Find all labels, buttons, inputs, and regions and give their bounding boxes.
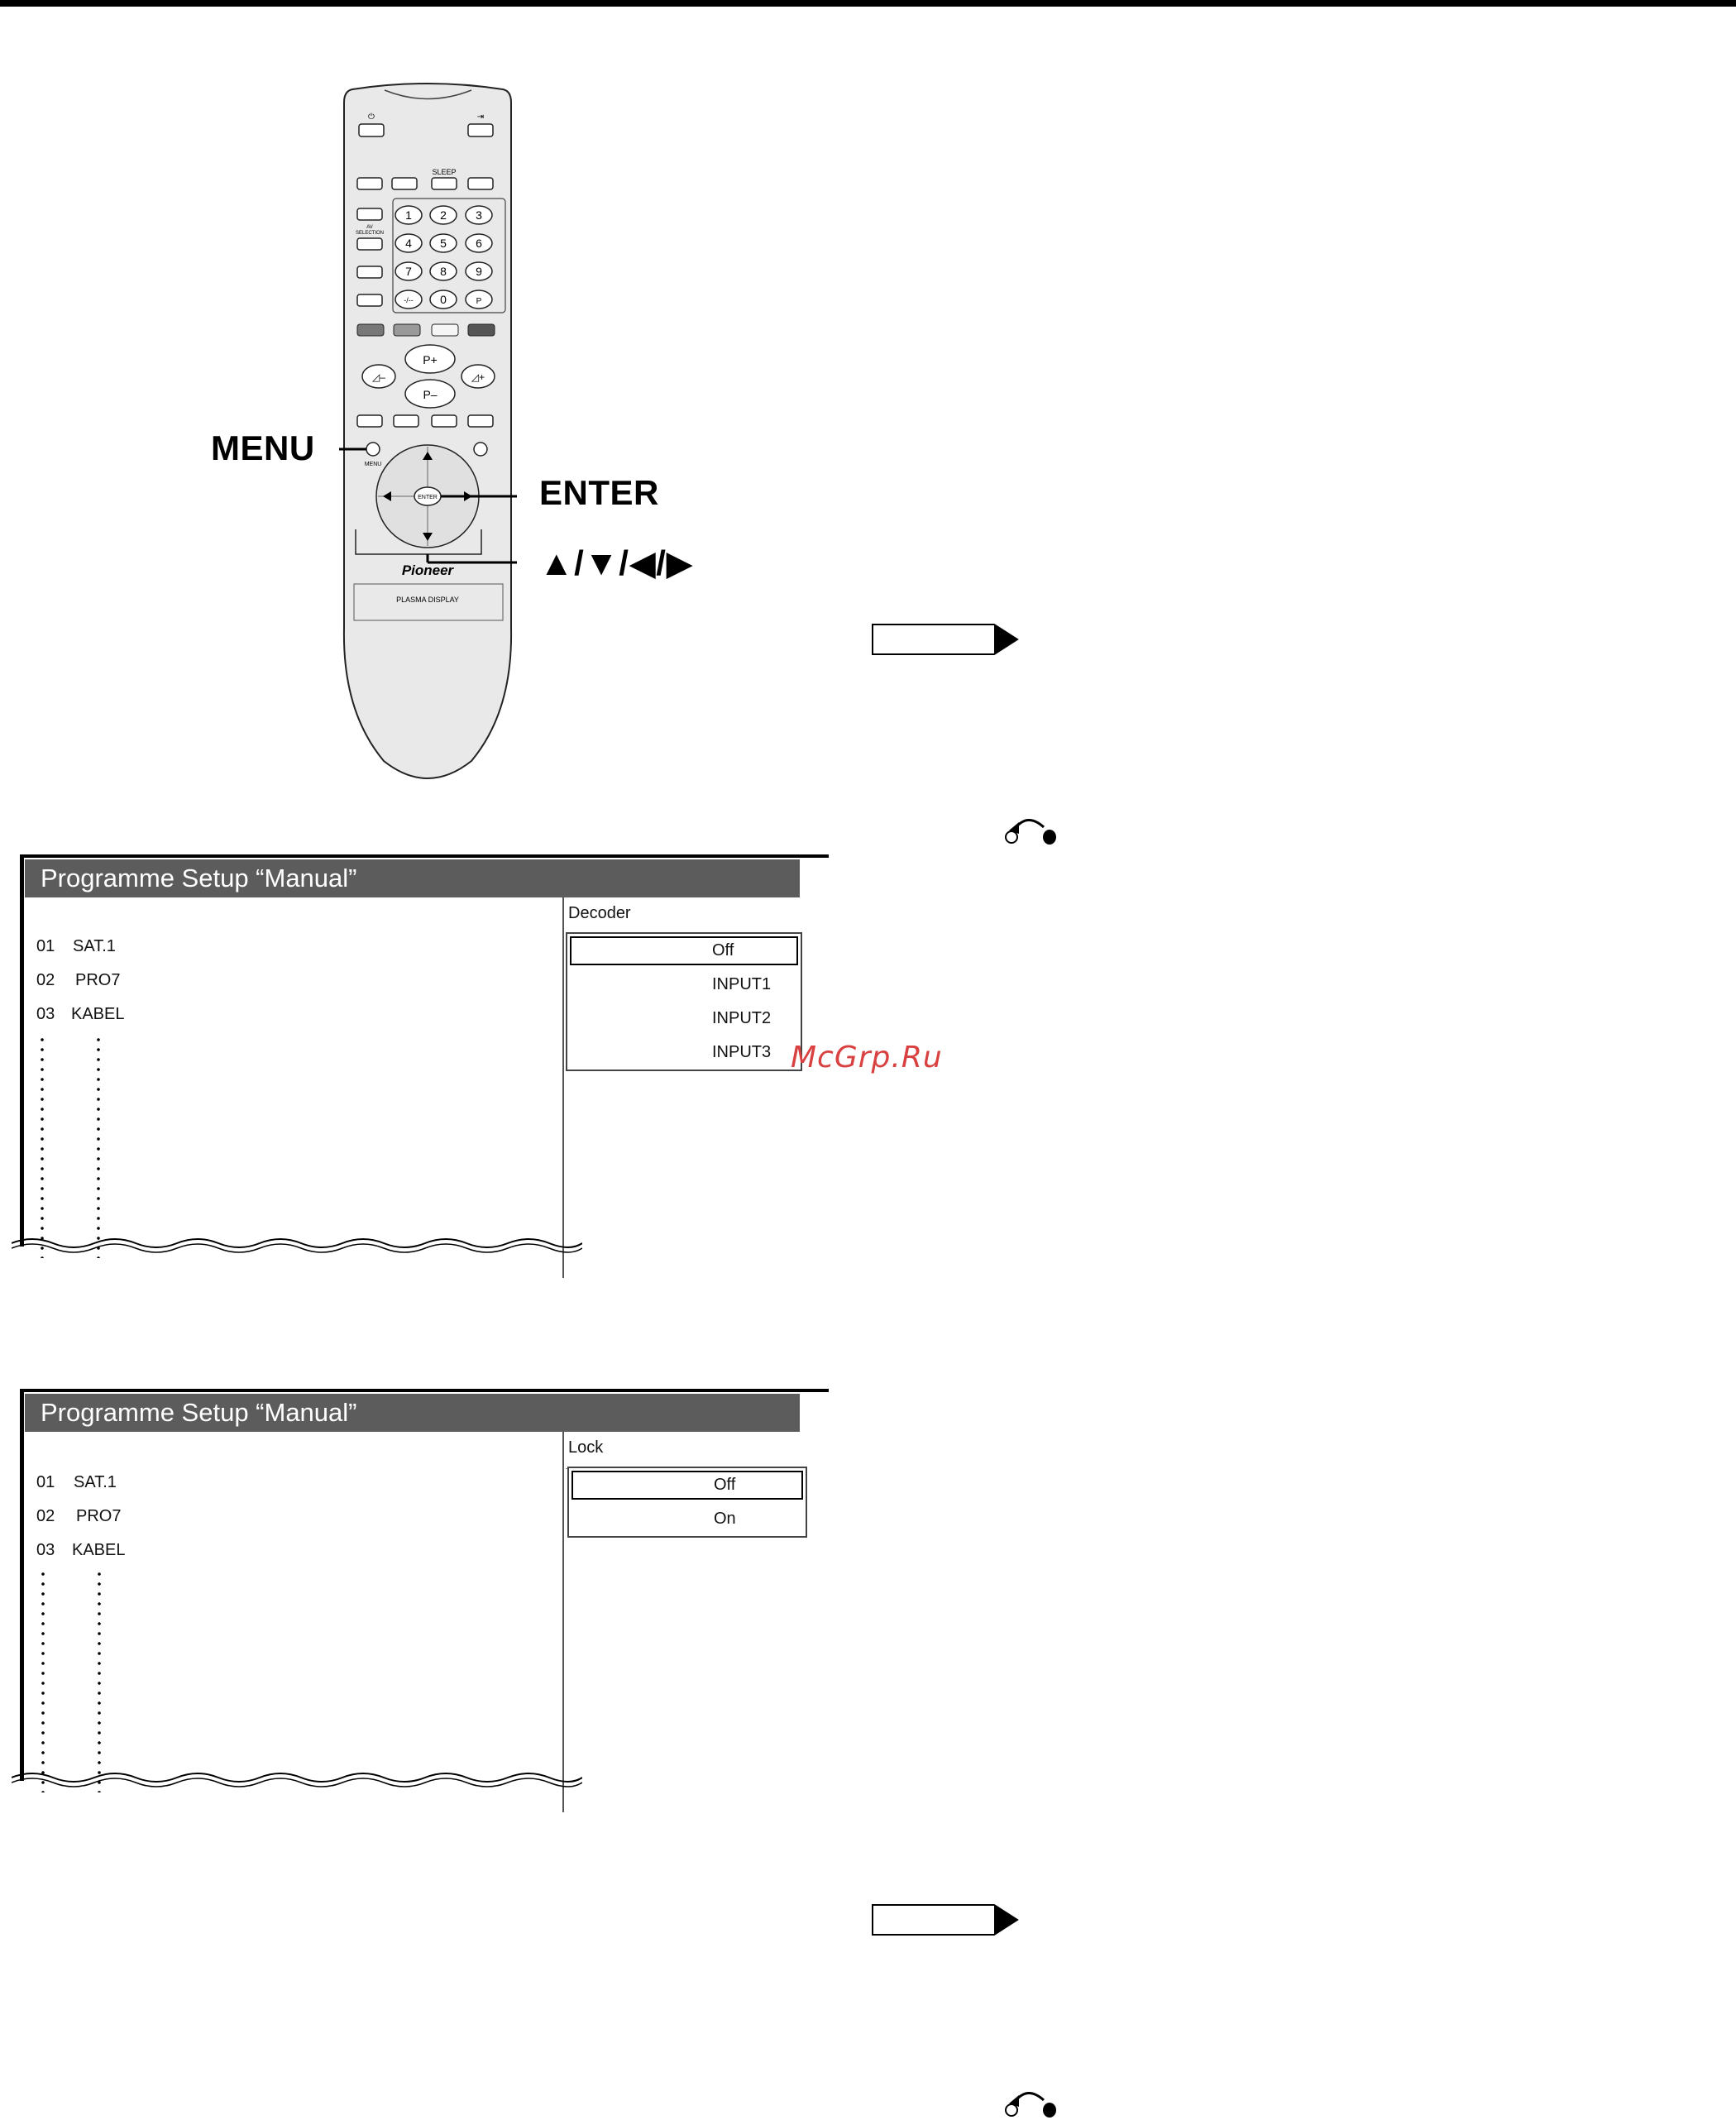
svg-text:◿–: ◿– (372, 371, 385, 383)
remote-p-plus: P+ (423, 353, 438, 366)
svg-text:◿+: ◿+ (471, 371, 485, 383)
key-3: 3 (476, 208, 482, 222)
option-input3[interactable]: INPUT3 (712, 1043, 772, 1061)
column-divider (562, 1432, 564, 1812)
remote-brand: Pioneer (401, 562, 454, 578)
callout-enter: ENTER (539, 473, 659, 512)
key-5: 5 (440, 237, 447, 250)
programme-name: PRO7 (75, 971, 121, 989)
continuation-dots (98, 1569, 101, 1792)
continuation-dots (41, 1569, 45, 1792)
svg-text:SELECTION: SELECTION (355, 231, 385, 236)
menu-screen-decoder (12, 854, 829, 1264)
lock-options (567, 1467, 807, 1538)
option-on[interactable]: On (714, 1510, 736, 1528)
continuation-dots (97, 1035, 100, 1258)
key-9: 9 (476, 265, 482, 278)
return-icon (1002, 811, 1060, 847)
screen-left-edge (20, 1389, 24, 1781)
programme-number: 03 (36, 1541, 55, 1559)
remote-p-minus: P– (423, 388, 438, 401)
torn-edge-wave (12, 1228, 582, 1253)
programme-row[interactable] (36, 1541, 125, 1560)
programme-name: SAT.1 (74, 1473, 117, 1491)
watermark: McGrp.Ru (791, 1041, 943, 1074)
screen-top-rule (23, 1389, 829, 1392)
key-2: 2 (440, 208, 447, 222)
option-off[interactable]: Off (569, 1468, 806, 1502)
programme-row[interactable] (36, 971, 120, 990)
key-dash: -/-- (404, 296, 414, 304)
programme-number: 02 (36, 971, 55, 989)
key-6: 6 (476, 237, 482, 250)
programme-number: 02 (36, 1507, 55, 1525)
programme-name: PRO7 (76, 1507, 122, 1525)
screen-title: Programme Setup “Manual” (25, 859, 800, 897)
programme-number: 01 (36, 1473, 55, 1491)
callout-arrow-keys: ▲/▼/◀/▶ (539, 543, 694, 582)
decoder-label: Decoder (568, 904, 631, 922)
return-icon (1002, 2084, 1060, 2120)
note-arrow-icon (872, 622, 1019, 657)
column-divider (562, 897, 564, 1278)
programme-number: 01 (36, 937, 55, 955)
remote-sleep-label: SLEEP (432, 168, 457, 176)
programme-name: SAT.1 (73, 937, 116, 955)
programme-name: KABEL (72, 1541, 126, 1559)
note-arrow-icon (872, 1902, 1019, 1937)
svg-text:⇥: ⇥ (476, 112, 485, 122)
remote-model-label: PLASMA DISPLAY (396, 596, 459, 604)
option-input2[interactable]: INPUT2 (712, 1009, 772, 1027)
programme-row[interactable] (36, 1005, 124, 1024)
remote-control-illustration (339, 83, 517, 787)
svg-text:⏻: ⏻ (368, 112, 375, 122)
option-off[interactable]: Off (567, 934, 801, 968)
continuation-dots (41, 1035, 44, 1258)
key-p: P (476, 297, 482, 306)
programme-name: KABEL (71, 1005, 125, 1023)
top-rule (0, 0, 1736, 7)
svg-text:AV: AV (366, 225, 373, 230)
option-input1[interactable]: INPUT1 (712, 975, 772, 993)
key-8: 8 (440, 265, 447, 278)
remote-enter-label: ENTER (418, 495, 438, 500)
screen-title: Programme Setup “Manual” (25, 1394, 800, 1432)
key-1: 1 (405, 208, 412, 222)
menu-screen-lock (12, 1389, 829, 1798)
lock-label: Lock (568, 1438, 604, 1457)
key-4: 4 (405, 237, 412, 250)
decoder-options (566, 932, 802, 1071)
screen-top-rule (23, 854, 829, 858)
torn-edge-wave (12, 1763, 582, 1787)
programme-row[interactable] (36, 937, 116, 956)
remote-menu-label: MENU (364, 462, 382, 467)
programme-number: 03 (36, 1005, 55, 1023)
programme-row[interactable] (36, 1473, 117, 1492)
key-7: 7 (405, 265, 412, 278)
callout-menu: MENU (211, 428, 315, 467)
programme-row[interactable] (36, 1507, 121, 1526)
key-0: 0 (440, 293, 447, 306)
screen-left-edge (20, 854, 24, 1247)
